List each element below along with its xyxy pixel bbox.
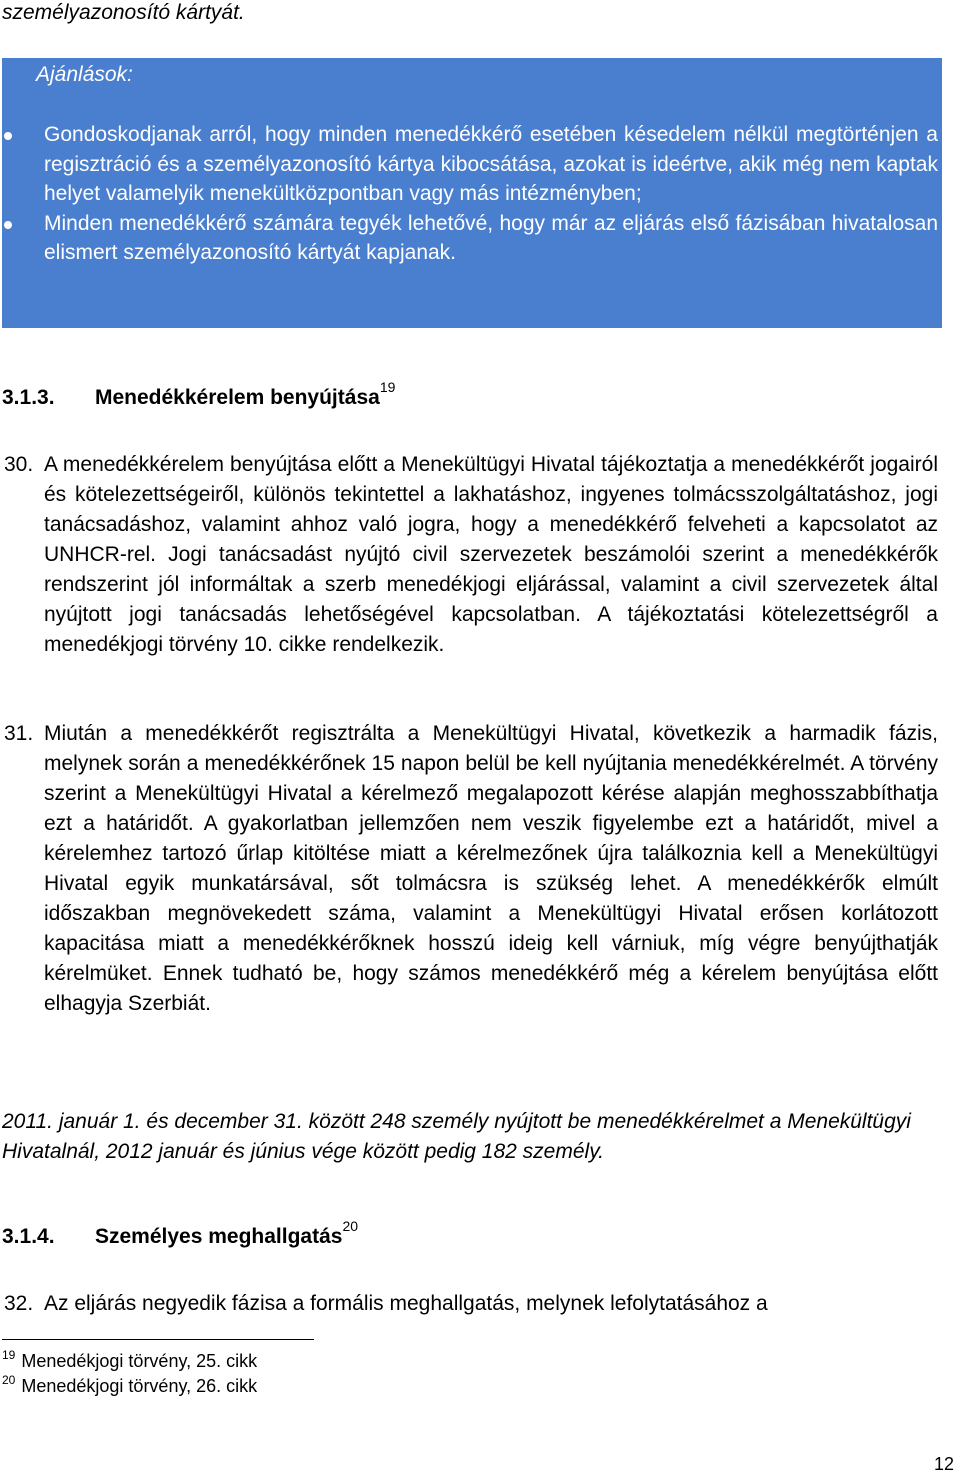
section-heading-3-1-4	[2, 1218, 359, 1251]
footnote-ref: 20	[342, 1218, 359, 1234]
recommendation-item	[2, 120, 942, 209]
section-number: 3.1.3.	[2, 386, 55, 409]
recommendation-item	[2, 209, 942, 268]
continued-sentence: személyazonosító kártyát.	[2, 1, 245, 24]
footnote-number: 19	[2, 1348, 16, 1362]
section-number: 3.1.4.	[2, 1225, 55, 1248]
paragraph-number: 30.	[4, 453, 34, 476]
paragraph-30	[2, 450, 938, 660]
footnote-number: 20	[2, 1373, 16, 1387]
recommendations-title: Ajánlások:	[36, 63, 133, 86]
bullet-icon	[4, 221, 12, 229]
footnote-text: Menedékjogi törvény, 25. cikk	[21, 1351, 258, 1371]
section-title: Személyes meghallgatás	[95, 1225, 343, 1248]
paragraph-number: 32.	[4, 1292, 34, 1315]
section-title: Menedékkérelem benyújtása	[95, 386, 380, 409]
recommendation-text: Minden menedékkérő számára tegyék lehetővé, hogy már az eljárás első fázisában hivatalosan elismert személyazonosító kártyát kapjanak.	[44, 211, 938, 264]
footnote	[2, 1375, 257, 1397]
bullet-icon	[4, 132, 12, 140]
paragraph-31	[2, 719, 938, 1019]
paragraph-text: Miután a menedékkérőt regisztrálta a Menekültügyi Hivatal, következik a harmadik fázis, melynek során a menedékkérőnek 15 napon belül be kell nyújtania menedékkérelmét. A törvény szerint a Menekültügyi Hivatal a kérelmező megalapozott kérése alapján meghosszabbíthatja ezt a határidőt. A gyakorlatban jellemzően nem veszik figyelembe ezt a határidőt, mivel a kérelemhez tartozó űrlap kitöltése miatt a kérelmezőnek újra találkoznia kell a Menekültügyi Hivatal egyik munkatársával, sőt tolmácsra is szükség lehet. A menedékkérők elmúlt időszakban megnövekedett száma, valamint a Menekültügyi Hivatal erősen korlátozott kapacitása miatt a menedékkérőknek hosszú ideig kell várniuk, míg végre benyújthatják kérelmüket. Ennek tudható be, hogy számos menedékkérő még a kérelem benyújtása előtt elhagyja Szerbiát.	[44, 722, 938, 1015]
footnote-ref: 19	[379, 379, 396, 395]
footnote-text: Menedékjogi törvény, 26. cikk	[21, 1376, 258, 1396]
paragraph-32	[2, 1289, 938, 1319]
footnote	[2, 1350, 257, 1372]
recommendation-text: Gondoskodjanak arról, hogy minden menedékkérő esetében késedelem nélkül megtörténjen a regisztráció és a személyazonosító kártya kibocsátása, azokat is ideértve, akik még nem kaptak helyet valamelyik menekültközpontban vagy más intézményben;	[44, 123, 938, 205]
statistics-note: 2011. január 1. és december 31. között 248 személy nyújtott be menedékkérelmet a Menekültügyi Hivatalnál, 2012 január és június vége között pedig 182 személy.	[2, 1110, 911, 1163]
section-heading-3-1-3	[2, 379, 396, 412]
footnote-separator	[2, 1339, 314, 1340]
page-number: 12	[933, 1454, 954, 1474]
paragraph-text: Az eljárás negyedik fázisa a formális meghallgatás, melynek lefolytatásához a	[44, 1292, 768, 1315]
paragraph-text: A menedékkérelem benyújtása előtt a Menekültügyi Hivatal tájékoztatja a menedékkérőt jogairól és kötelezettségeiről, különös tekintettel a lakhatáshoz, ingyenes tolmácsszolgáltatáshoz, jogi tanácsadáshoz, valamint ahhoz való jogra, hogy a menedékkérő felveheti a kapcsolatot az UNHCR-rel. Jogi tanácsadást nyújtó civil szervezetek beszámolói szerint a menedékkérők rendszerint jól informáltak a szerb menedékjogi eljárással, valamint a civil szervezetek által nyújtott jogi tanácsadás lehetőségével kapcsolatban. A tájékoztatási kötelezettségről a menedékjogi törvény 10. cikke rendelkezik.	[44, 453, 938, 656]
recommendations-list	[2, 120, 942, 268]
paragraph-number: 31.	[4, 722, 34, 745]
recommendations-box	[2, 58, 942, 328]
